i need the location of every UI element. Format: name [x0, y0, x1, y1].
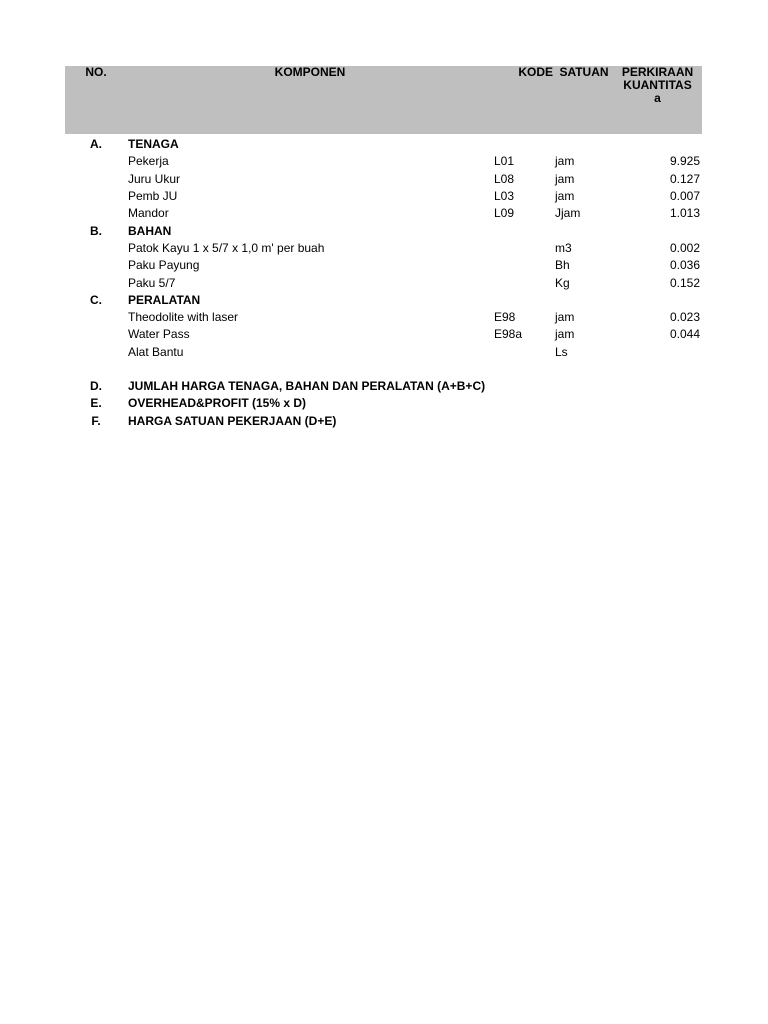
komponen-cell: Paku Payung: [128, 258, 200, 273]
summary-row-jumlah: [65, 378, 702, 395]
satuan-cell: jam: [555, 154, 575, 169]
table-row: [65, 171, 702, 188]
summary-label: OVERHEAD&PROFIT (15% x D): [128, 396, 307, 411]
spreadsheet-sheet: [65, 66, 702, 430]
summary-label: HARGA SATUAN PEKERJAAN (D+E): [128, 413, 337, 428]
table-row: [65, 344, 702, 361]
kuantitas-cell: 0.152: [669, 275, 700, 290]
kuantitas-cell: 0.044: [669, 327, 700, 342]
table-row: [65, 205, 702, 222]
satuan-cell: jam: [555, 171, 575, 186]
section-row-tenaga: [65, 136, 702, 153]
table-row: [65, 188, 702, 205]
summary-row-overhead: [65, 395, 702, 412]
kode-cell: E98: [494, 310, 516, 325]
section-title: BAHAN: [128, 223, 172, 238]
summary-label: JUMLAH HARGA TENAGA, BAHAN DAN PERALATAN (A+B+C): [128, 379, 486, 393]
komponen-cell: Theodolite with laser: [128, 310, 239, 325]
kuantitas-cell: 9.925: [669, 154, 700, 169]
table-row: [65, 326, 702, 343]
kuantitas-cell: 0.007: [669, 189, 700, 204]
kode-cell: [493, 257, 555, 274]
header-no: NO.: [65, 66, 127, 134]
satuan-cell: jam: [555, 189, 575, 204]
table-header: [65, 66, 702, 134]
kuantitas-cell: 0.002: [669, 240, 700, 255]
table-row: [65, 274, 702, 291]
satuan-cell: jam: [555, 327, 575, 342]
kode-cell: L08: [494, 171, 515, 186]
summary-number: E.: [90, 396, 102, 411]
kuantitas-cell: 1.013: [669, 206, 700, 221]
kode-cell: L03: [494, 189, 515, 204]
section-title: PERALATAN: [128, 292, 201, 307]
table-row: [65, 309, 702, 326]
kode-cell: [493, 240, 555, 257]
summary-number: D.: [90, 379, 102, 393]
section-number: C.: [90, 292, 102, 307]
table-row: [65, 240, 702, 257]
kuantitas-cell: [613, 344, 702, 361]
summary-number: F.: [91, 413, 101, 428]
section-number: B.: [90, 223, 102, 238]
header-komponen: KOMPONEN: [127, 66, 493, 134]
komponen-cell: Mandor: [128, 206, 169, 221]
kode-cell: E98a: [494, 327, 523, 342]
table-row: [65, 153, 702, 170]
kode-cell: L09: [494, 206, 515, 221]
header-satuan: SATUAN: [555, 66, 613, 134]
satuan-cell: m3: [555, 240, 572, 255]
komponen-cell: Patok Kayu 1 x 5/7 x 1,0 m' per buah: [128, 240, 325, 255]
satuan-cell: jam: [555, 310, 575, 325]
komponen-cell: Juru Ukur: [128, 171, 181, 186]
komponen-cell: Water Pass: [128, 327, 190, 342]
komponen-cell: Alat Bantu: [128, 344, 184, 359]
cost-analysis-table: [65, 66, 702, 430]
satuan-cell: Ls: [555, 344, 568, 359]
kuantitas-cell: 0.036: [669, 258, 700, 273]
satuan-cell: Bh: [555, 258, 570, 273]
header-kode: KODE: [493, 66, 555, 134]
header-perkiraan-kuantitas: PERKIRAAN KUANTITAS a: [613, 66, 702, 134]
section-row-bahan: [65, 222, 702, 239]
kuantitas-cell: 0.127: [669, 171, 700, 186]
komponen-cell: Pemb JU: [128, 189, 178, 204]
komponen-cell: Paku 5/7: [128, 275, 176, 290]
satuan-cell: Jjam: [555, 206, 581, 221]
section-title: TENAGA: [128, 137, 179, 152]
kode-cell: [493, 344, 555, 361]
kode-cell: L01: [494, 154, 515, 169]
table-row: [65, 257, 702, 274]
summary-row-harga-satuan: [65, 412, 702, 429]
table-body: [65, 134, 702, 430]
satuan-cell: Kg: [555, 275, 570, 290]
section-number: A.: [90, 137, 102, 152]
section-row-peralatan: [65, 292, 702, 309]
komponen-cell: Pekerja: [128, 154, 169, 169]
kode-cell: [493, 274, 555, 291]
kuantitas-cell: 0.023: [669, 310, 700, 325]
